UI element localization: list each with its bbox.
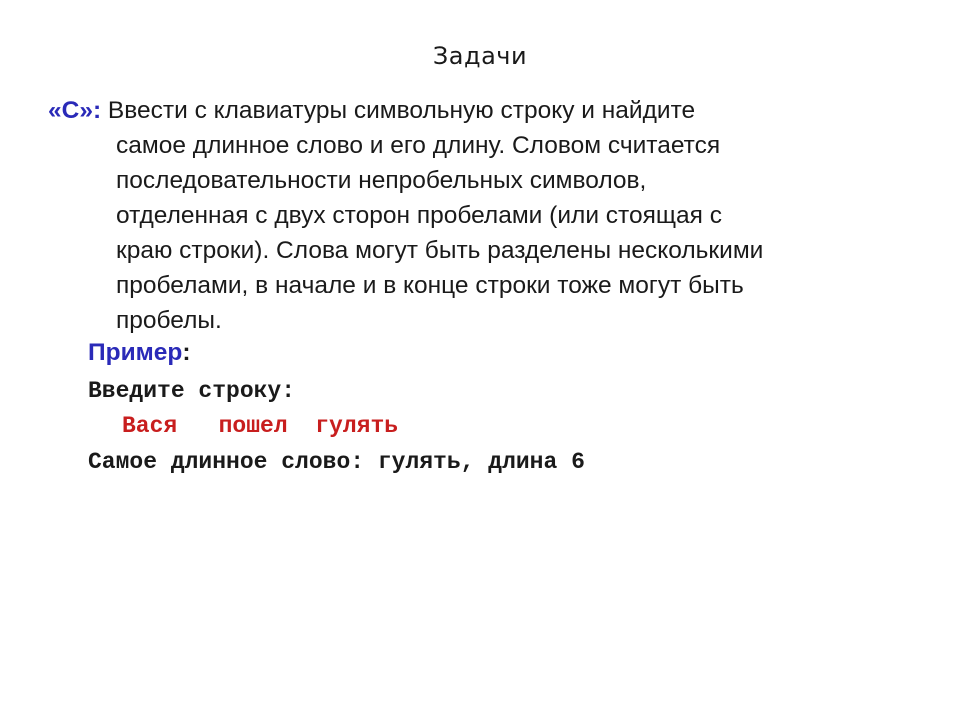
slide-title: Задачи	[432, 42, 528, 70]
example-result: Самое длинное слово: гулять, длина 6	[88, 449, 585, 475]
task-text-1: Ввести с клавиатуры символьную строку и найдите	[101, 97, 696, 124]
task-description	[48, 93, 908, 338]
example-colon: :	[182, 339, 191, 366]
example-heading	[88, 339, 191, 367]
example-label: Пример	[88, 339, 183, 366]
task-line-4: отделенная с двух сторон пробелами (или стоящая с	[116, 202, 723, 229]
task-line-3: последовательности непробельных символов,	[116, 167, 647, 194]
task-line-2: самое длинное слово и его длину. Словом считается	[116, 132, 721, 159]
example-prompt: Введите строку:	[88, 378, 296, 404]
task-label: «С»:	[48, 97, 102, 124]
example-input: Вася пошел гулять	[122, 413, 399, 439]
task-line-7: пробелы.	[116, 307, 222, 334]
task-line-5: краю строки). Слова могут быть разделены несколькими	[116, 237, 764, 264]
task-line-1	[48, 93, 908, 128]
task-line-6: пробелами, в начале и в конце строки тоже могут быть	[116, 272, 744, 299]
